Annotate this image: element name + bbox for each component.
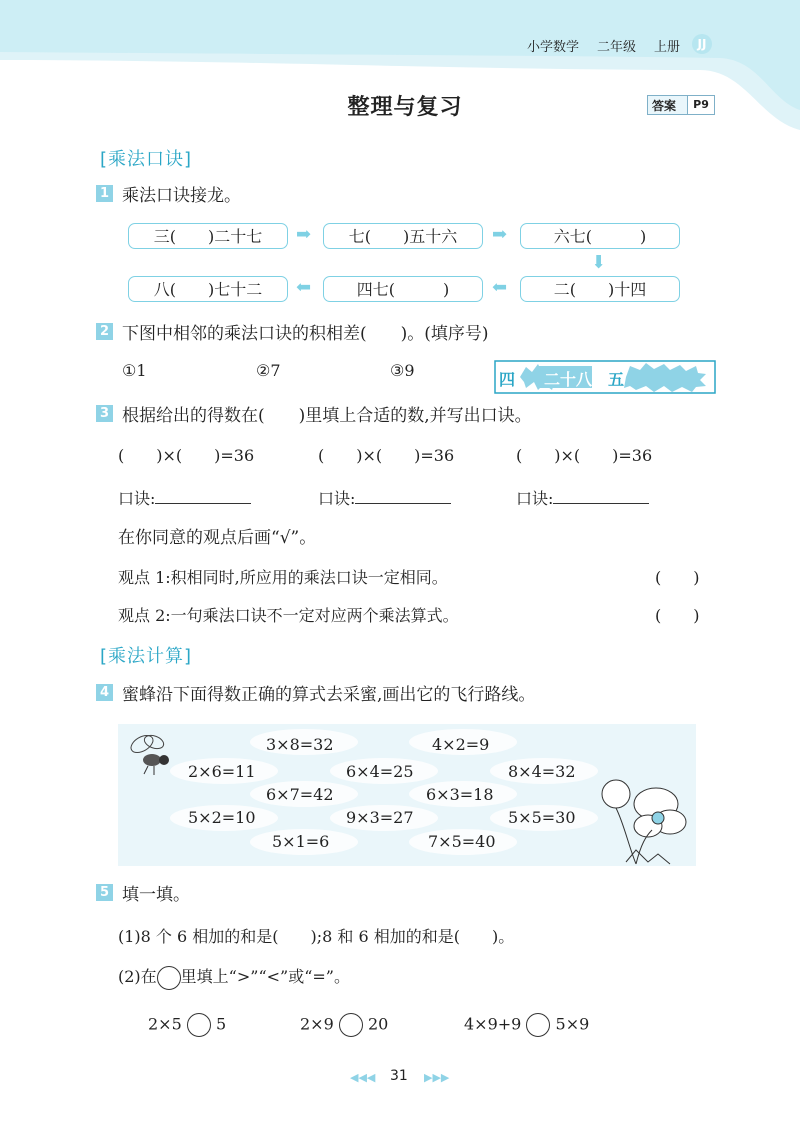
compare-1: [148, 1013, 226, 1037]
footer-right-arrows-icon: ▶▶▶: [424, 1071, 450, 1084]
answer-page: P9: [687, 96, 714, 114]
compare-circle[interactable]: [526, 1013, 550, 1037]
question-1-text: 乘法口诀接龙。: [122, 186, 241, 206]
compare-right: 5: [215, 1014, 227, 1034]
page-title: 整理与复习: [347, 95, 463, 120]
question-number-4: 4: [96, 684, 113, 701]
compare-2: [300, 1013, 388, 1037]
equation-2[interactable]: ( )×( )=36: [318, 446, 455, 465]
chain-box-5[interactable]: 四七( ): [323, 276, 483, 302]
question-3-text: 根据给出的得数在( )里填上合适的数,并写出口诀。: [122, 406, 532, 426]
rhyme-label: 口诀:: [318, 489, 356, 508]
honeycomb-cell[interactable]: 8×4=32: [508, 762, 576, 781]
grade-badge-icon: JJ: [692, 34, 712, 54]
answer-line[interactable]: [355, 489, 451, 504]
viewpoint-1: 观点 1:积相同时,所应用的乘法口诀一定相同。: [118, 568, 448, 587]
rhyme-banner: [494, 360, 716, 394]
answer-label: 答案: [652, 99, 677, 113]
chain-box-1[interactable]: 三( )二十七: [128, 223, 288, 249]
chain-box-3[interactable]: 六七( ): [520, 223, 680, 249]
answer-line[interactable]: [155, 489, 251, 504]
footer-left-arrows-icon: ◀◀◀: [350, 1071, 376, 1084]
banner-text-b: 二十八: [544, 370, 593, 389]
option-1[interactable]: ①1: [122, 361, 147, 380]
question-5-text: 填一填。: [122, 885, 190, 905]
honeycomb-cell[interactable]: 3×8=32: [266, 735, 334, 754]
rhyme-label: 口诀:: [118, 489, 156, 508]
honeycomb-cell[interactable]: 7×5=40: [428, 832, 496, 851]
q5-part-2: [118, 964, 350, 990]
rhyme-answer-3[interactable]: [516, 486, 649, 509]
compare-right: 5×9: [555, 1014, 590, 1034]
honeycomb-cell[interactable]: 9×3=27: [346, 808, 414, 827]
compare-right: 20: [367, 1014, 389, 1034]
chain-box-2[interactable]: 七( )五十六: [323, 223, 483, 249]
viewpoint-1-answer[interactable]: ( ): [655, 568, 700, 587]
compare-circle[interactable]: [339, 1013, 363, 1037]
header-volume: 上册: [654, 40, 681, 55]
bee-icon: [124, 730, 176, 776]
compare-left: 2×5: [148, 1014, 182, 1034]
honeycomb-cell[interactable]: 5×1=6: [272, 832, 330, 851]
chain-box-4[interactable]: 二( )十四: [520, 276, 680, 302]
header-subject: 小学数学: [527, 40, 580, 55]
arrow-right-icon: ➡: [492, 224, 508, 245]
honeycomb-cell[interactable]: 5×5=30: [508, 808, 576, 827]
header-grade: 二年级: [597, 40, 637, 55]
question-number-5: 5: [96, 884, 113, 901]
compare-left: 2×9: [300, 1014, 334, 1034]
compare-circle[interactable]: [187, 1013, 211, 1037]
q5-part-2-lead: (2)在: [118, 967, 157, 986]
compare-3: [464, 1013, 589, 1037]
banner-text-c: 五: [608, 370, 625, 389]
honeycomb-cell[interactable]: 4×2=9: [432, 735, 490, 754]
viewpoint-2: 观点 2:一句乘法口诀不一定对应两个乘法算式。: [118, 606, 459, 625]
question-2-text: 下图中相邻的乘法口诀的积相差( )。(填序号): [122, 324, 489, 344]
rhyme-answer-1[interactable]: [118, 486, 251, 509]
option-3[interactable]: ③9: [390, 361, 415, 380]
rhyme-answer-2[interactable]: [318, 486, 451, 509]
question-4-text: 蜜蜂沿下面得数正确的算式去采蜜,画出它的飞行路线。: [122, 685, 536, 705]
honeycomb-cell[interactable]: 6×7=42: [266, 785, 334, 804]
flower-icon: [596, 774, 692, 866]
honeycomb-panel: [118, 724, 696, 866]
honeycomb-cell[interactable]: 6×4=25: [346, 762, 414, 781]
q5-part-1[interactable]: (1)8 个 6 相加的和是( );8 和 6 相加的和是( )。: [118, 927, 515, 946]
banner-text-a: 四: [499, 370, 516, 389]
equation-3[interactable]: ( )×( )=36: [516, 446, 653, 465]
question-number-3: 3: [96, 405, 113, 422]
rhyme-label: 口诀:: [516, 489, 554, 508]
honeycomb-cell[interactable]: 2×6=11: [188, 762, 256, 781]
question-number-1: 1: [96, 185, 113, 202]
page-number: 31: [390, 1068, 408, 1084]
honeycomb-cell[interactable]: 6×3=18: [426, 785, 494, 804]
arrow-left-icon: ⬅: [492, 277, 508, 298]
answer-line[interactable]: [553, 489, 649, 504]
equation-1[interactable]: ( )×( )=36: [118, 446, 255, 465]
question-number-2: 2: [96, 323, 113, 340]
answer-reference[interactable]: [647, 95, 715, 115]
arrow-left-icon: ⬅: [296, 277, 312, 298]
section-multiplication-calc: [乘法计算]: [100, 646, 193, 667]
arrow-down-icon: ⬇: [591, 252, 607, 273]
viewpoint-2-answer[interactable]: ( ): [655, 606, 700, 625]
option-2[interactable]: ②7: [256, 361, 281, 380]
section-multiplication-rhymes: [乘法口诀]: [100, 149, 193, 170]
q5-part-2-rest: 里填上“>”“<”或“=”。: [180, 967, 350, 986]
honeycomb-cell[interactable]: 5×2=10: [188, 808, 256, 827]
arrow-right-icon: ➡: [296, 224, 312, 245]
compare-circle-icon: [157, 966, 181, 990]
compare-left: 4×9+9: [464, 1014, 522, 1034]
chain-box-6[interactable]: 八( )七十二: [128, 276, 288, 302]
agree-instruction: 在你同意的观点后画“√”。: [118, 528, 317, 548]
